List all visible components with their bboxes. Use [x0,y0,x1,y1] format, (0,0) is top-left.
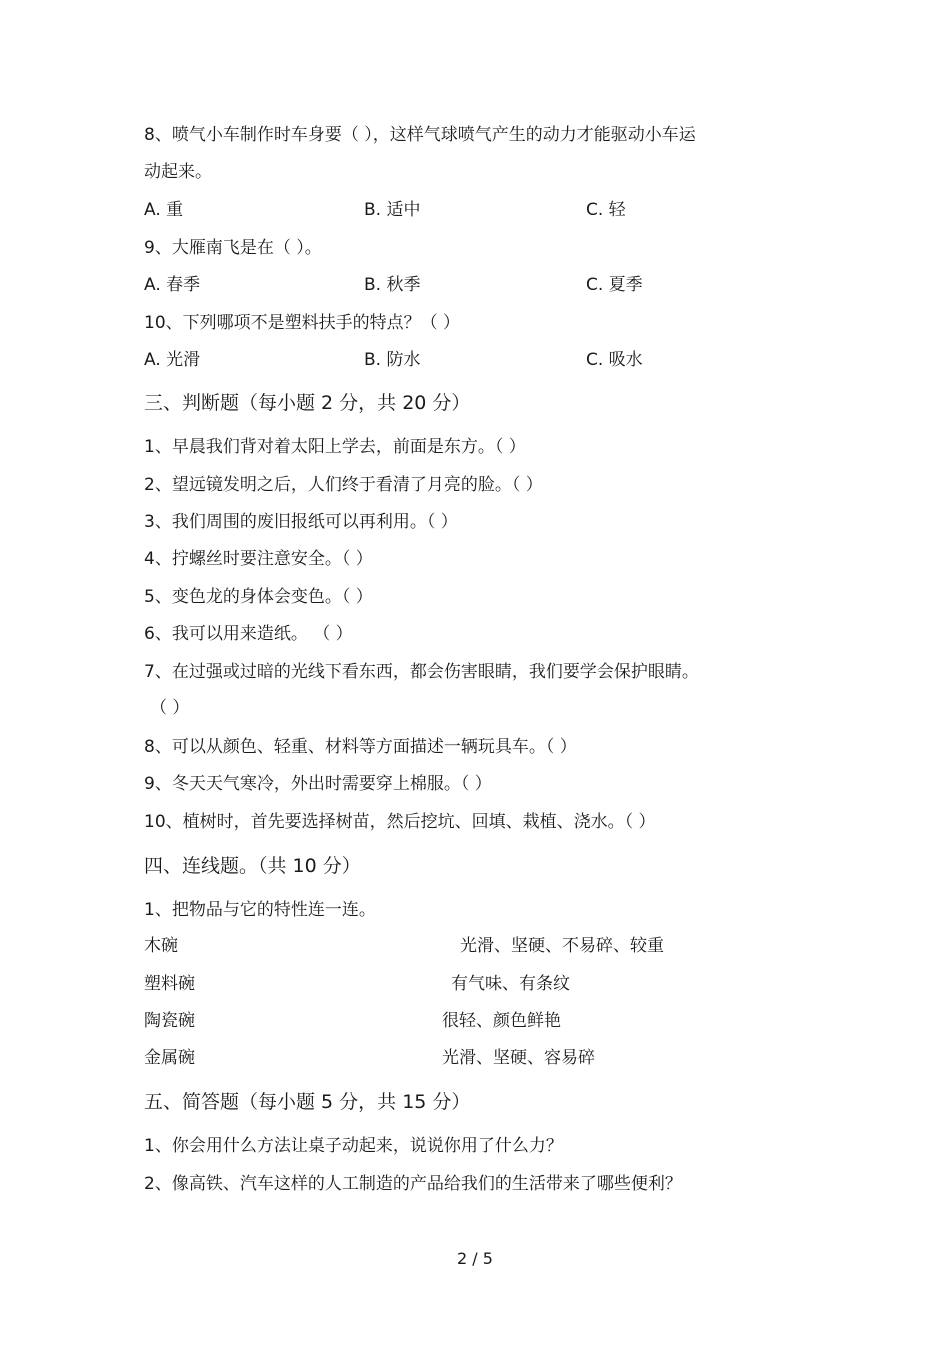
q9-option-a: A. 春季 [144,275,201,295]
matching-right-1: 光滑、坚硬、不易碎、较重 [460,936,664,956]
judge-item-7: 7、在过强或过暗的光线下看东西，都会伤害眼睛，我们要学会保护眼睛。 [144,662,699,682]
matching-intro: 1、把物品与它的特性连一连。 [144,900,376,920]
judge-item-3: 3、我们周围的废旧报纸可以再利用。（ ） [144,512,458,532]
q9-text: 9、大雁南飞是在（ ）。 [144,238,322,258]
section5-heading: 五、简答题（每小题 5 分，共 15 分） [144,1091,471,1113]
matching-right-4: 光滑、坚硬、容易碎 [442,1048,595,1068]
q9-option-c: C. 夏季 [586,275,643,295]
judge-item-6: 6、我可以用来造纸。 （ ） [144,624,353,644]
section3-heading: 三、判断题（每小题 2 分，共 20 分） [144,392,471,414]
matching-left-3: 陶瓷碗 [144,1011,195,1031]
short-answer-1: 1、你会用什么方法让桌子动起来，说说你用了什么力？ [144,1136,563,1156]
q8-option-b: B. 适中 [364,200,421,220]
q10-option-b: B. 防水 [364,350,421,370]
matching-left-1: 木碗 [144,936,178,956]
judge-item-4: 4、拧螺丝时要注意安全。（ ） [144,549,373,569]
q8-line2: 动起来。 [144,162,212,182]
page-number: 2 / 5 [457,1249,493,1268]
judge-item-5: 5、变色龙的身体会变色。（ ） [144,587,373,607]
judge-item-10: 10、植树时，首先要选择树苗，然后挖坑、回填、栽植、浇水。（ ） [144,812,656,832]
judge-item-8: 8、可以从颜色、轻重、材料等方面描述一辆玩具车。（ ） [144,737,577,757]
matching-right-2: 有气味、有条纹 [451,974,570,994]
q10-option-a: A. 光滑 [144,350,201,370]
q8-option-c: C. 轻 [586,200,626,220]
matching-left-4: 金属碗 [144,1048,195,1068]
q9-option-b: B. 秋季 [364,275,421,295]
judge-item-1: 1、早晨我们背对着太阳上学去，前面是东方。（ ） [144,437,526,457]
judge-item-2: 2、望远镜发明之后，人们终于看清了月亮的脸。（ ） [144,475,543,495]
judge-item-9: 9、冬天天气寒冷，外出时需要穿上棉服。（ ） [144,774,492,794]
short-answer-2: 2、像高铁、汽车这样的人工制造的产品给我们的生活带来了哪些便利？ [144,1174,682,1194]
matching-left-2: 塑料碗 [144,974,195,994]
matching-right-3: 很轻、颜色鲜艳 [442,1011,561,1031]
q8-option-a: A. 重 [144,200,184,220]
q10-option-c: C. 吸水 [586,350,643,370]
q8-line1: 8、喷气小车制作时车身要（ ），这样气球喷气产生的动力才能驱动小车运 [144,125,696,145]
section4-heading: 四、连线题。（共 10 分） [144,855,361,877]
q10-text: 10、下列哪项不是塑料扶手的特点？（ ） [144,313,461,333]
judge-item-7-blank: （ ） [150,698,190,718]
